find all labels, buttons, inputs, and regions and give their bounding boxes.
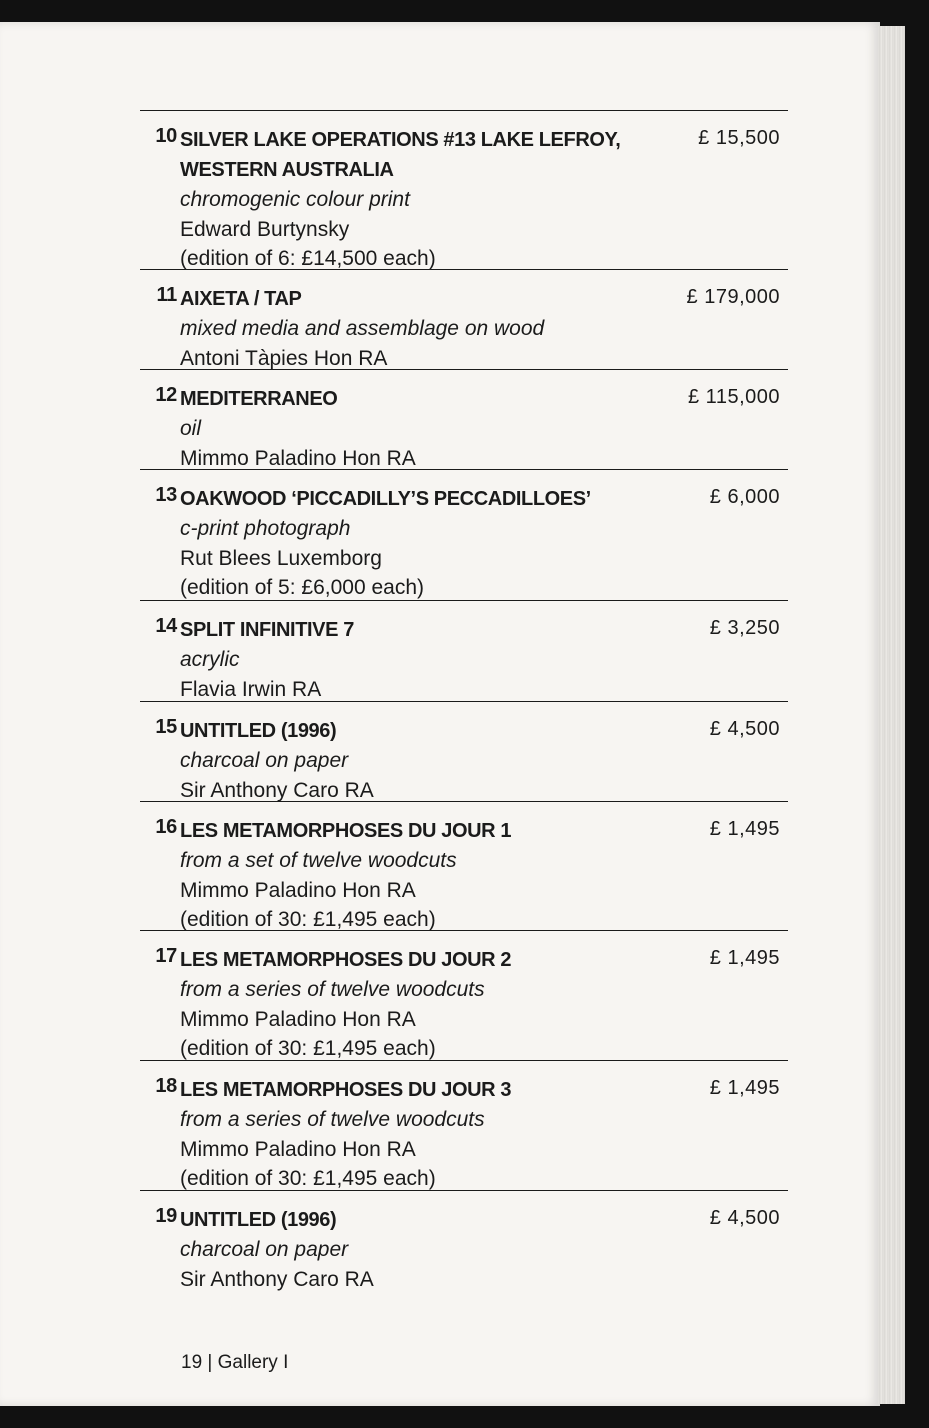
entry-title-line: OAKWOOD ‘PICCADILLY’S PECCADILLOES’ <box>180 488 591 510</box>
entry-title <box>180 1075 650 1105</box>
entry-medium: charcoal on paper <box>180 749 349 772</box>
entry-title-line: SPLIT INFINITIVE 7 <box>180 619 354 641</box>
entry-number: 15 <box>155 716 177 738</box>
catalogue-entry <box>140 369 788 470</box>
entry-title <box>180 615 650 645</box>
catalogue-entry <box>140 600 788 701</box>
entry-medium: from a series of twelve woodcuts <box>180 1108 485 1131</box>
entry-edition: (edition of 6: £14,500 each) <box>180 247 436 270</box>
entry-price: £ 115,000 <box>688 386 780 408</box>
entry-price: £ 179,000 <box>686 286 780 308</box>
entry-price: £ 15,500 <box>698 127 780 149</box>
page-edge <box>878 26 905 1404</box>
entry-price: £ 3,250 <box>709 617 780 639</box>
entry-artist: Rut Blees Luxemborg <box>180 546 382 570</box>
entry-title <box>180 484 650 514</box>
entry-edition: (edition of 30: £1,495 each) <box>180 908 436 931</box>
entry-artist: Mimmo Paladino Hon RA <box>180 446 416 470</box>
entry-artist: Edward Burtynsky <box>180 217 350 241</box>
entry-title-line: SILVER LAKE OPERATIONS #13 LAKE LEFROY, <box>180 129 621 151</box>
entry-artist: Mimmo Paladino Hon RA <box>180 878 416 902</box>
entry-artist: Mimmo Paladino Hon RA <box>180 1137 416 1161</box>
entry-medium: from a series of twelve woodcuts <box>180 978 485 1001</box>
entry-artist: Antoni Tàpies Hon RA <box>180 346 388 370</box>
entry-artist: Mimmo Paladino Hon RA <box>180 1007 416 1031</box>
entry-number: 13 <box>155 484 177 506</box>
entry-medium: from a set of twelve woodcuts <box>180 849 457 872</box>
page-footer: 19 | Gallery I <box>181 1352 289 1373</box>
entry-number: 16 <box>155 816 177 838</box>
entry-artist: Sir Anthony Caro RA <box>180 778 374 802</box>
catalogue-entry <box>140 1190 788 1291</box>
entry-medium: mixed media and assemblage on wood <box>180 317 545 340</box>
entry-title-line: LES METAMORPHOSES DU JOUR 1 <box>180 820 512 842</box>
entry-number: 17 <box>155 945 177 967</box>
catalogue-page <box>0 22 880 1406</box>
catalogue-entry <box>140 801 788 931</box>
entry-title-line: UNTITLED (1996) <box>180 1209 337 1231</box>
entry-price: £ 6,000 <box>709 486 780 508</box>
catalogue-entry <box>140 469 788 599</box>
entry-title <box>180 945 650 975</box>
entry-title-line: UNTITLED (1996) <box>180 720 337 742</box>
entry-title <box>180 1205 650 1235</box>
entry-edition: (edition of 30: £1,495 each) <box>180 1167 436 1190</box>
catalogue-entry <box>140 1060 788 1190</box>
entry-medium: acrylic <box>180 648 240 671</box>
entry-medium: c-print photograph <box>180 517 351 540</box>
entry-title <box>180 816 650 846</box>
entry-price: £ 4,500 <box>709 1207 780 1229</box>
entry-title-line: WESTERN AUSTRALIA <box>180 159 394 181</box>
catalogue-entry <box>140 110 788 270</box>
entry-artist: Sir Anthony Caro RA <box>180 1267 374 1291</box>
entry-medium: chromogenic colour print <box>180 188 410 211</box>
entry-number: 18 <box>155 1075 177 1097</box>
entry-title <box>180 716 650 746</box>
catalogue-entry <box>140 269 788 370</box>
entry-medium: charcoal on paper <box>180 1238 349 1261</box>
entry-medium: oil <box>180 417 202 440</box>
entry-number: 14 <box>155 615 177 637</box>
entry-edition: (edition of 30: £1,495 each) <box>180 1037 436 1060</box>
entry-number: 11 <box>156 284 177 306</box>
entry-title <box>180 284 650 314</box>
entry-price: £ 1,495 <box>709 947 780 969</box>
entry-number: 10 <box>155 125 177 147</box>
entry-title-line: LES METAMORPHOSES DU JOUR 3 <box>180 1079 512 1101</box>
entry-title <box>180 384 650 414</box>
entry-title <box>180 125 650 185</box>
entry-title-line: MEDITERRANEO <box>180 388 338 410</box>
entry-price: £ 4,500 <box>709 718 780 740</box>
entry-number: 12 <box>155 384 177 406</box>
entry-title-line: LES METAMORPHOSES DU JOUR 2 <box>180 949 512 971</box>
entry-price: £ 1,495 <box>709 818 780 840</box>
catalogue-entry <box>140 930 788 1060</box>
catalogue-entry <box>140 701 788 802</box>
entry-artist: Flavia Irwin RA <box>180 677 322 701</box>
entry-price: £ 1,495 <box>709 1077 780 1099</box>
entry-number: 19 <box>155 1205 177 1227</box>
entry-edition: (edition of 5: £6,000 each) <box>180 576 425 599</box>
entry-title-line: AIXETA / TAP <box>180 288 302 310</box>
